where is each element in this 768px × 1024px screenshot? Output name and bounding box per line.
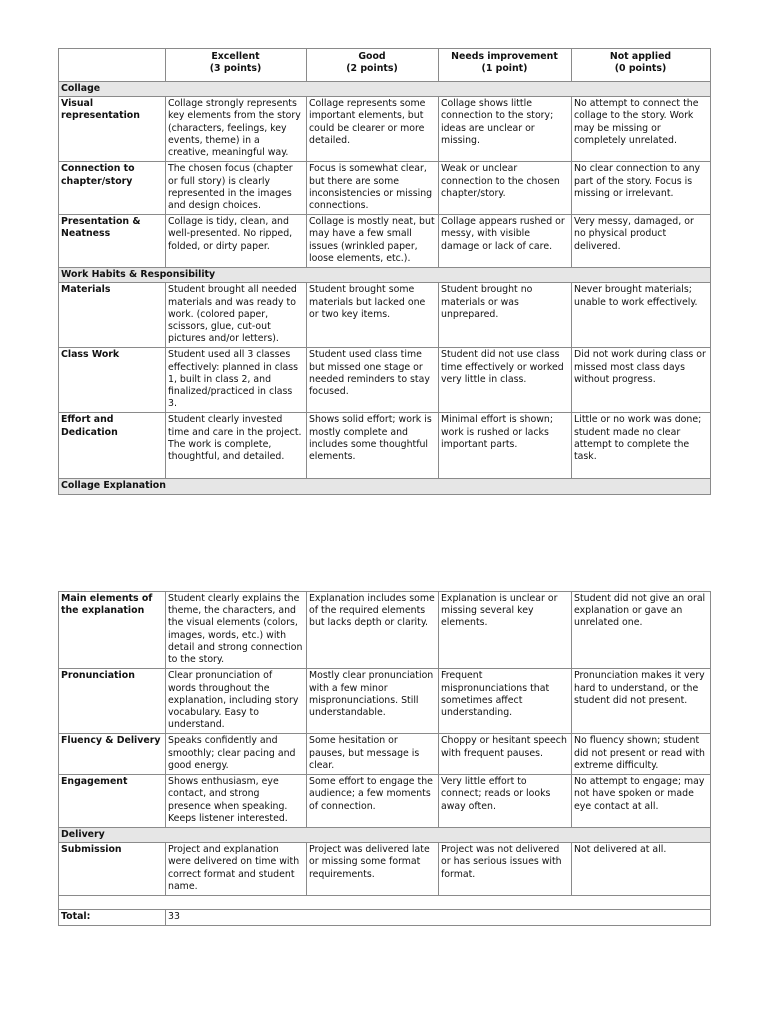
table-row: Connection to chapter/story The chosen focus (chapter or full story) is clearly represented in the images and design choices. Focus is somewhat clear, but there are some inconsistencies or missing connections. Weak or unclear connection to the chosen chapter/story. No clear connection to any part of the story. Focus is missing or irrelevant. <box>59 162 711 215</box>
header-row <box>59 49 711 82</box>
section-row-collage: Collage <box>59 82 711 97</box>
table-row: Main elements of the explanation Student clearly explains the theme, the characters, and the visual elements (colors, images, words, etc.) with detail and strong connection to the story. Explanation includes some of the required elements but lacks depth or clarity. Explanation is unclear or missing several key elements. Student did not give an oral explanation or gave an unrelated one. <box>59 592 711 669</box>
header-needs-improvement: Needs improvement (1 point) <box>439 49 572 82</box>
total-label: Total: <box>59 910 166 926</box>
table-row: Engagement Shows enthusiasm, eye contact, and strong presence when speaking. Keeps listener interested. Some effort to engage the audience; a few moments of connection. Very little effort to connect; reads or looks away often. No attempt to engage; may not have spoken or made eye contact at all. <box>59 775 711 828</box>
table-row: Visual representation Collage strongly represents key elements from the story (characters, feelings, key events, theme) in a creative, meaningful way. Collage represents some important elements, but could be clearer or more detailed. Collage shows little connection to the story; ideas are unclear or missing. No attempt to connect the collage to the story. Work may be missing or completely unrelated. <box>59 97 711 162</box>
section-row-delivery: Delivery <box>59 827 711 842</box>
header-empty <box>59 49 166 82</box>
header-excellent: Excellent (3 points) <box>166 49 307 82</box>
header-good: Good (2 points) <box>307 49 439 82</box>
rubric-table-part2 <box>58 591 711 926</box>
section-row-work-habits: Work Habits & Responsibility <box>59 268 711 283</box>
header-not-applied: Not applied (0 points) <box>572 49 711 82</box>
table-row: Effort and Dedication Student clearly invested time and care in the project. The work is complete, thoughtful, and detailed. Shows solid effort; work is mostly complete and includes some thoughtful elements. Minimal effort is shown; work is rushed or lacks important parts. Little or no work was done; student made no clear attempt to complete the task. <box>59 413 711 479</box>
table-row: Fluency & Delivery Speaks confidently and smoothly; clear pacing and good energy. Some hesitation or pauses, but message is clear. Choppy or hesitant speech with frequent pauses. No fluency shown; student did not present or read with extreme difficulty. <box>59 734 711 775</box>
table-row: Pronunciation Clear pronunciation of words throughout the explanation, including story vocabulary. Easy to understand. Mostly clear pronunciation with a few minor mispronunciations. Still understandable. Frequent mispronunciations that sometimes affect understanding. Pronunciation makes it very hard to understand, or the student did not present. <box>59 669 711 734</box>
spacer-row <box>59 896 711 910</box>
table-row: Class Work Student used all 3 classes effectively: planned in class 1, built in class 2, and finalized/practiced in class 3. Student used class time but missed one stage or needed reminders to stay focused. Student did not use class time effectively or worked very little in class. Did not work during class or missed most class days without progress. <box>59 348 711 413</box>
section-row-collage-explanation: Collage Explanation <box>59 479 711 494</box>
rubric-table-part1 <box>58 48 711 495</box>
total-value: 33 <box>166 910 711 926</box>
table-row: Materials Student brought all needed materials and was ready to work. (colored paper, scissors, glue, cut-out pictures and/or letters). Student brought some materials but lacked one or two key items. Student brought no materials or was unprepared. Never brought materials; unable to work effectively. <box>59 283 711 348</box>
table-row: Presentation & Neatness Collage is tidy, clean, and well-presented. No ripped, folded, or dirty paper. Collage is mostly neat, but may have a few small issues (wrinkled paper, loose elements, etc.). Collage appears rushed or messy, with visible damage or lack of care. Very messy, damaged, or no physical product delivered. <box>59 215 711 268</box>
table-row: Submission Project and explanation were delivered on time with correct format and student name. Project was delivered late or missing some format requirements. Project was not delivered or has serious issues with format. Not delivered at all. <box>59 843 711 896</box>
total-row <box>59 910 711 926</box>
